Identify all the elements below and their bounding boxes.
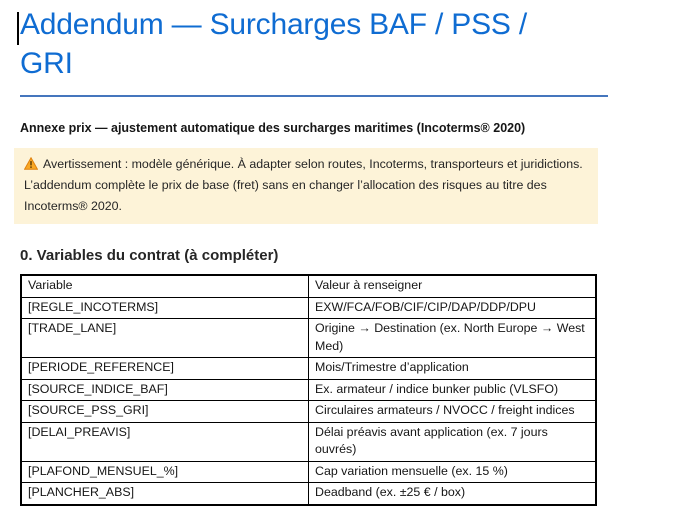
table-row	[21, 297, 596, 319]
value-cell: Mois/Trimestre d’application	[309, 358, 597, 380]
table-row	[21, 401, 596, 423]
table-row	[21, 358, 596, 380]
variable-cell: [PERIODE_REFERENCE]	[21, 358, 309, 380]
variable-cell: [DELAI_PREAVIS]	[21, 422, 309, 461]
table-row	[21, 483, 596, 505]
warning-triangle-icon	[24, 154, 38, 175]
table-row	[21, 461, 596, 483]
warning-box	[14, 148, 598, 224]
value-cell: Cap variation mensuelle (ex. 15 %)	[309, 461, 597, 483]
page-title-text: Addendum — Surcharges BAF / PSS / GRI	[20, 8, 527, 80]
variable-cell: [PLAFOND_MENSUEL_%]	[21, 461, 309, 483]
variable-cell: [SOURCE_PSS_GRI]	[21, 401, 309, 423]
variable-cell: [TRADE_LANE]	[21, 319, 309, 358]
table-header-variable: Variable	[21, 275, 309, 297]
section-heading: 0. Variables du contrat (à compléter)	[20, 247, 279, 264]
table-header-row	[21, 275, 596, 297]
page-title	[20, 5, 565, 83]
table-header-value: Valeur à renseigner	[309, 275, 597, 297]
variable-cell: [PLANCHER_ABS]	[21, 483, 309, 505]
table-row	[21, 319, 596, 358]
value-cell: EXW/FCA/FOB/CIF/CIP/DAP/DDP/DPU	[309, 297, 597, 319]
variables-table	[20, 274, 597, 506]
title-underline	[20, 95, 608, 97]
value-cell: Origine → Destination (ex. North Europe → West Med)	[309, 319, 597, 358]
variable-cell: [REGLE_INCOTERMS]	[21, 297, 309, 319]
value-cell: Délai préavis avant application (ex. 7 jours ouvrés)	[309, 422, 597, 461]
value-cell: Deadband (ex. ±25 € / box)	[309, 483, 597, 505]
table-row	[21, 379, 596, 401]
value-cell: Circulaires armateurs / NVOCC / freight indices	[309, 401, 597, 423]
warning-text: Avertissement : modèle générique. À adapter selon routes, Incoterms, transporteurs et juridictions. L’addendum complète le prix de base (fret) sans en changer l’allocation des risques au titre des Incoterms® 2020.	[24, 157, 583, 213]
subtitle: Annexe prix — ajustement automatique des surcharges maritimes (Incoterms® 2020)	[20, 121, 526, 135]
text-cursor	[17, 12, 19, 45]
variable-cell: [SOURCE_INDICE_BAF]	[21, 379, 309, 401]
value-cell: Ex. armateur / indice bunker public (VLSFO)	[309, 379, 597, 401]
table-row	[21, 422, 596, 461]
